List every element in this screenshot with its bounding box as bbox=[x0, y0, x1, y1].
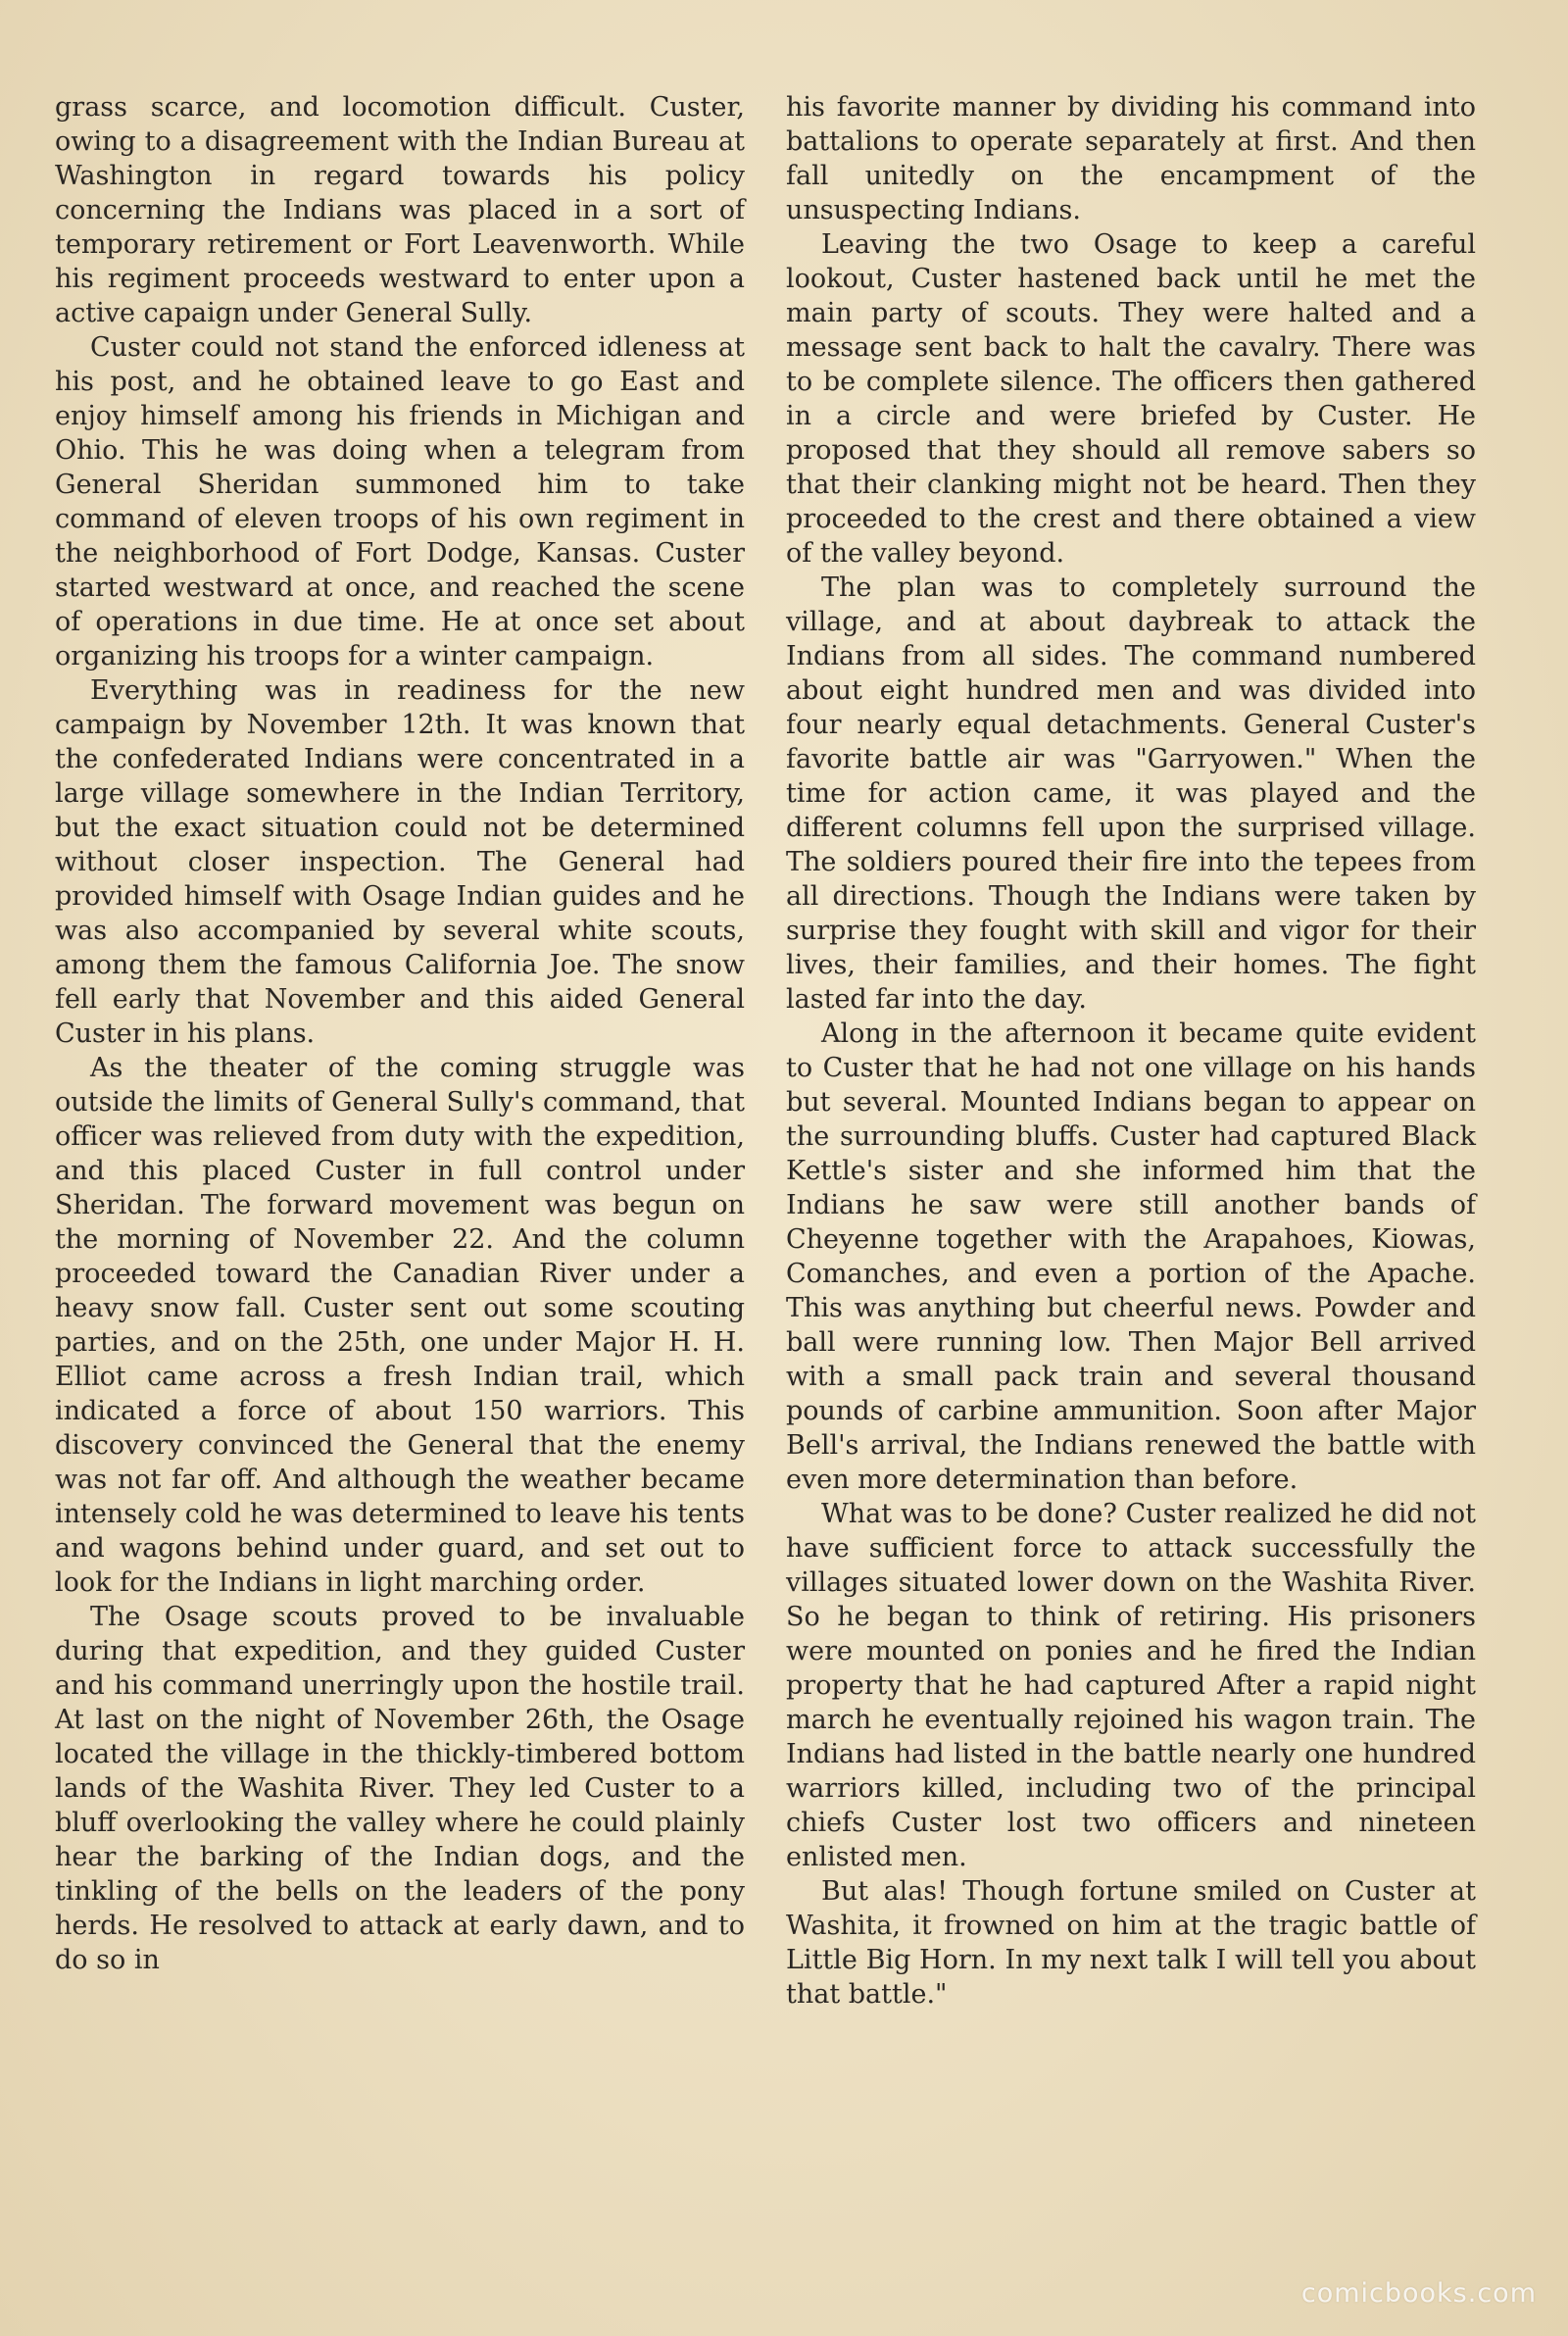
site-watermark: comicbooks.com bbox=[1300, 2278, 1537, 2309]
paragraph: What was to be done? Custer realized he did not have sufficient force to attack successfully the villages situated lower down on the Washita River. So he began to think of retiring. His prisoners were mounted on ponies and he fired the Indian property that he had captured After a rapid night march he eventually rejoined his wagon train. The Indians had listed in the battle nearly one hundred warriors killed, including two of the principal chiefs Custer lost two officers and nineteen enlisted men. bbox=[786, 1499, 1476, 1872]
paragraph: his favorite manner by dividing his command into battalions to operate separately at first. And then fall unitedly on the encampment of the unsuspecting Indians. bbox=[786, 92, 1476, 225]
paragraph: As the theater of the coming struggle was outside the limits of General Sully's command, that officer was relieved from duty with the expedition, and this placed Custer in full control under Sheridan. The forward movement was begun on the morning of November 22. And the column proceeded toward the Canadian River under a heavy snow fall. Custer sent out some scouting parties, and on the 25th, one under Major H. H. Elliot came across a fresh Indian trail, which indicated a force of about 150 warriors. This discovery convinced the General that the enemy was not far off. And although the weather became intensely cold he was determined to leave his tents and wagons behind under guard, and set out to look for the Indians in light marching order. bbox=[55, 1053, 745, 1598]
paragraph: Everything was in readiness for the new campaign by November 12th. It was known that the confederated Indians were concentrated in a large village somewhere in the Indian Territory, but the exact situation could not be determined without closer inspection. The General had provided himself with Osage Indian guides and he was also accompanied by several white scouts, among them the famous California Joe. The snow fell early that November and this aided General Custer in his plans. bbox=[55, 675, 745, 1049]
paragraph: Leaving the two Osage to keep a careful lookout, Custer hastened back until he met the main party of scouts. They were halted and a message sent back to halt the cavalry. There was to be complete silence. The officers then gathered in a circle and were briefed by Custer. He proposed that they should all remove sabers so that their clanking might not be heard. Then they proceeded to the crest and there obtained a view of the valley beyond. bbox=[786, 229, 1476, 569]
paragraph: Custer could not stand the enforced idleness at his post, and he obtained leave to go East and enjoy himself among his friends in Michigan and Ohio. This he was doing when a telegram from General Sheridan summoned him to take command of eleven troops of his own regiment in the neighborhood of Fort Dodge, Kansas. Custer started westward at once, and reached the scene of operations in due time. He at once set about organizing his troops for a winter campaign. bbox=[55, 332, 745, 671]
paragraph: Along in the afternoon it became quite evident to Custer that he had not one village on his hands but several. Mounted Indians began to appear on the surrounding bluffs. Custer had captured Black Kettle's sister and she informed him that the Indians he saw were still another bands of Cheyenne together with the Arapahoes, Kiowas, Comanches, and even a portion of the Apache. This was anything but cheerful news. Powder and ball were running low. Then Major Bell arrived with a small pack train and several thousand pounds of carbine ammunition. Soon after Major Bell's arrival, the Indians renewed the battle with even more determination than before. bbox=[786, 1019, 1476, 1495]
paragraph: The Osage scouts proved to be invaluable during that expedition, and they guided Custer and his command unerringly upon the hostile trail. At last on the night of November 26th, the Osage located the village in the thickly-timbered bottom lands of the Washita River. They led Custer to a bluff overlooking the valley where he could plainly hear the barking of the Indian dogs, and the tinkling of the bells on the leaders of the pony herds. He resolved to attack at early dawn, and to do so in bbox=[55, 1602, 745, 1975]
left-column bbox=[55, 90, 745, 1977]
right-column bbox=[786, 90, 1476, 2012]
paragraph: grass scarce, and locomotion difficult. Custer, owing to a disagreement with the Indian Bureau at Washington in regard towards his policy concerning the Indians was placed in a sort of temporary retirement or Fort Leavenworth. While his regiment proceeds westward to enter upon a active capaign under General Sully. bbox=[55, 92, 745, 328]
paragraph: But alas! Though fortune smiled on Custer at Washita, it frowned on him at the tragic battle of Little Big Horn. In my next talk I will tell you about that battle." bbox=[786, 1876, 1476, 2010]
paragraph: The plan was to completely surround the village, and at about daybreak to attack the Indians from all sides. The command numbered about eight hundred men and was divided into four nearly equal detachments. General Custer's favorite battle air was "Garryowen." When the time for action came, it was played and the different columns fell upon the surprised village. The soldiers poured their fire into the tepees from all directions. Though the Indians were taken by surprise they fought with skill and vigor for their lives, their families, and their homes. The fight lasted far into the day. bbox=[786, 572, 1476, 1015]
